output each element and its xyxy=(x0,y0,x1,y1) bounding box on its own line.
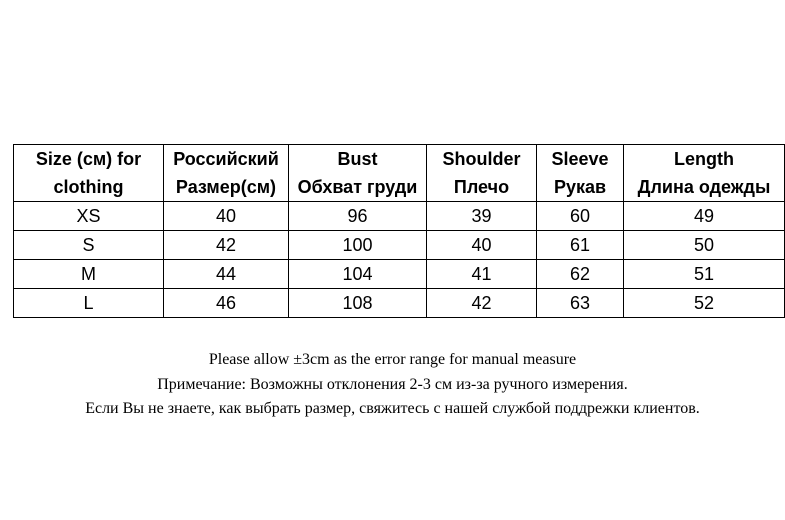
header-bust xyxy=(289,145,427,202)
header-size-line2: clothing xyxy=(53,177,124,197)
header-length xyxy=(624,145,785,202)
table-row xyxy=(14,260,785,289)
cell-length: 50 xyxy=(624,231,785,260)
cell-russian-size: 46 xyxy=(164,289,289,318)
note-error-range: Please allow ±3cm as the error range for manual measure xyxy=(208,351,577,368)
cell-length: 52 xyxy=(624,289,785,318)
cell-bust: 100 xyxy=(289,231,427,260)
cell-shoulder: 39 xyxy=(427,202,537,231)
header-shoulder-line1: Shoulder xyxy=(442,149,521,169)
header-sleeve-line2: Рукав xyxy=(553,177,607,197)
header-length-line2: Длина одежды xyxy=(637,177,771,197)
cell-sleeve: 60 xyxy=(537,202,624,231)
note-support-contact: Если Вы не знаете, как выбрать размер, свяжитесь с нашей службой поддрежки клиентов. xyxy=(85,400,700,417)
header-russian-size-line2: Размер(см) xyxy=(175,177,277,197)
cell-bust: 96 xyxy=(289,202,427,231)
header-sleeve xyxy=(537,145,624,202)
header-length-line1: Length xyxy=(674,149,734,169)
cell-length: 51 xyxy=(624,260,785,289)
table-row xyxy=(14,289,785,318)
header-bust-line2: Обхват груди xyxy=(297,177,418,197)
cell-length: 49 xyxy=(624,202,785,231)
header-shoulder xyxy=(427,145,537,202)
cell-russian-size: 42 xyxy=(164,231,289,260)
cell-size: M xyxy=(14,260,164,289)
header-russian-size xyxy=(164,145,289,202)
header-russian-size-line1: Российский xyxy=(173,149,279,169)
size-chart-table xyxy=(13,144,785,318)
cell-russian-size: 44 xyxy=(164,260,289,289)
cell-russian-size: 40 xyxy=(164,202,289,231)
cell-sleeve: 61 xyxy=(537,231,624,260)
cell-shoulder: 42 xyxy=(427,289,537,318)
cell-sleeve: 62 xyxy=(537,260,624,289)
table-row xyxy=(14,231,785,260)
cell-bust: 104 xyxy=(289,260,427,289)
cell-size: L xyxy=(14,289,164,318)
header-sleeve-line1: Sleeve xyxy=(551,149,609,169)
cell-size: S xyxy=(14,231,164,260)
header-row xyxy=(14,145,785,202)
note-russian-deviation: Примечание: Возможны отклонения 2-3 см из-за ручного измерения. xyxy=(157,375,628,393)
cell-bust: 108 xyxy=(289,289,427,318)
header-size-line1: Size (см) for xyxy=(35,149,142,169)
cell-shoulder: 40 xyxy=(427,231,537,260)
cell-sleeve: 63 xyxy=(537,289,624,318)
measurement-notes xyxy=(0,348,785,422)
header-size xyxy=(14,145,164,202)
cell-shoulder: 41 xyxy=(427,260,537,289)
header-shoulder-line2: Плечо xyxy=(453,177,510,197)
cell-size: XS xyxy=(14,202,164,231)
table-row xyxy=(14,202,785,231)
header-bust-line1: Bust xyxy=(337,149,378,169)
